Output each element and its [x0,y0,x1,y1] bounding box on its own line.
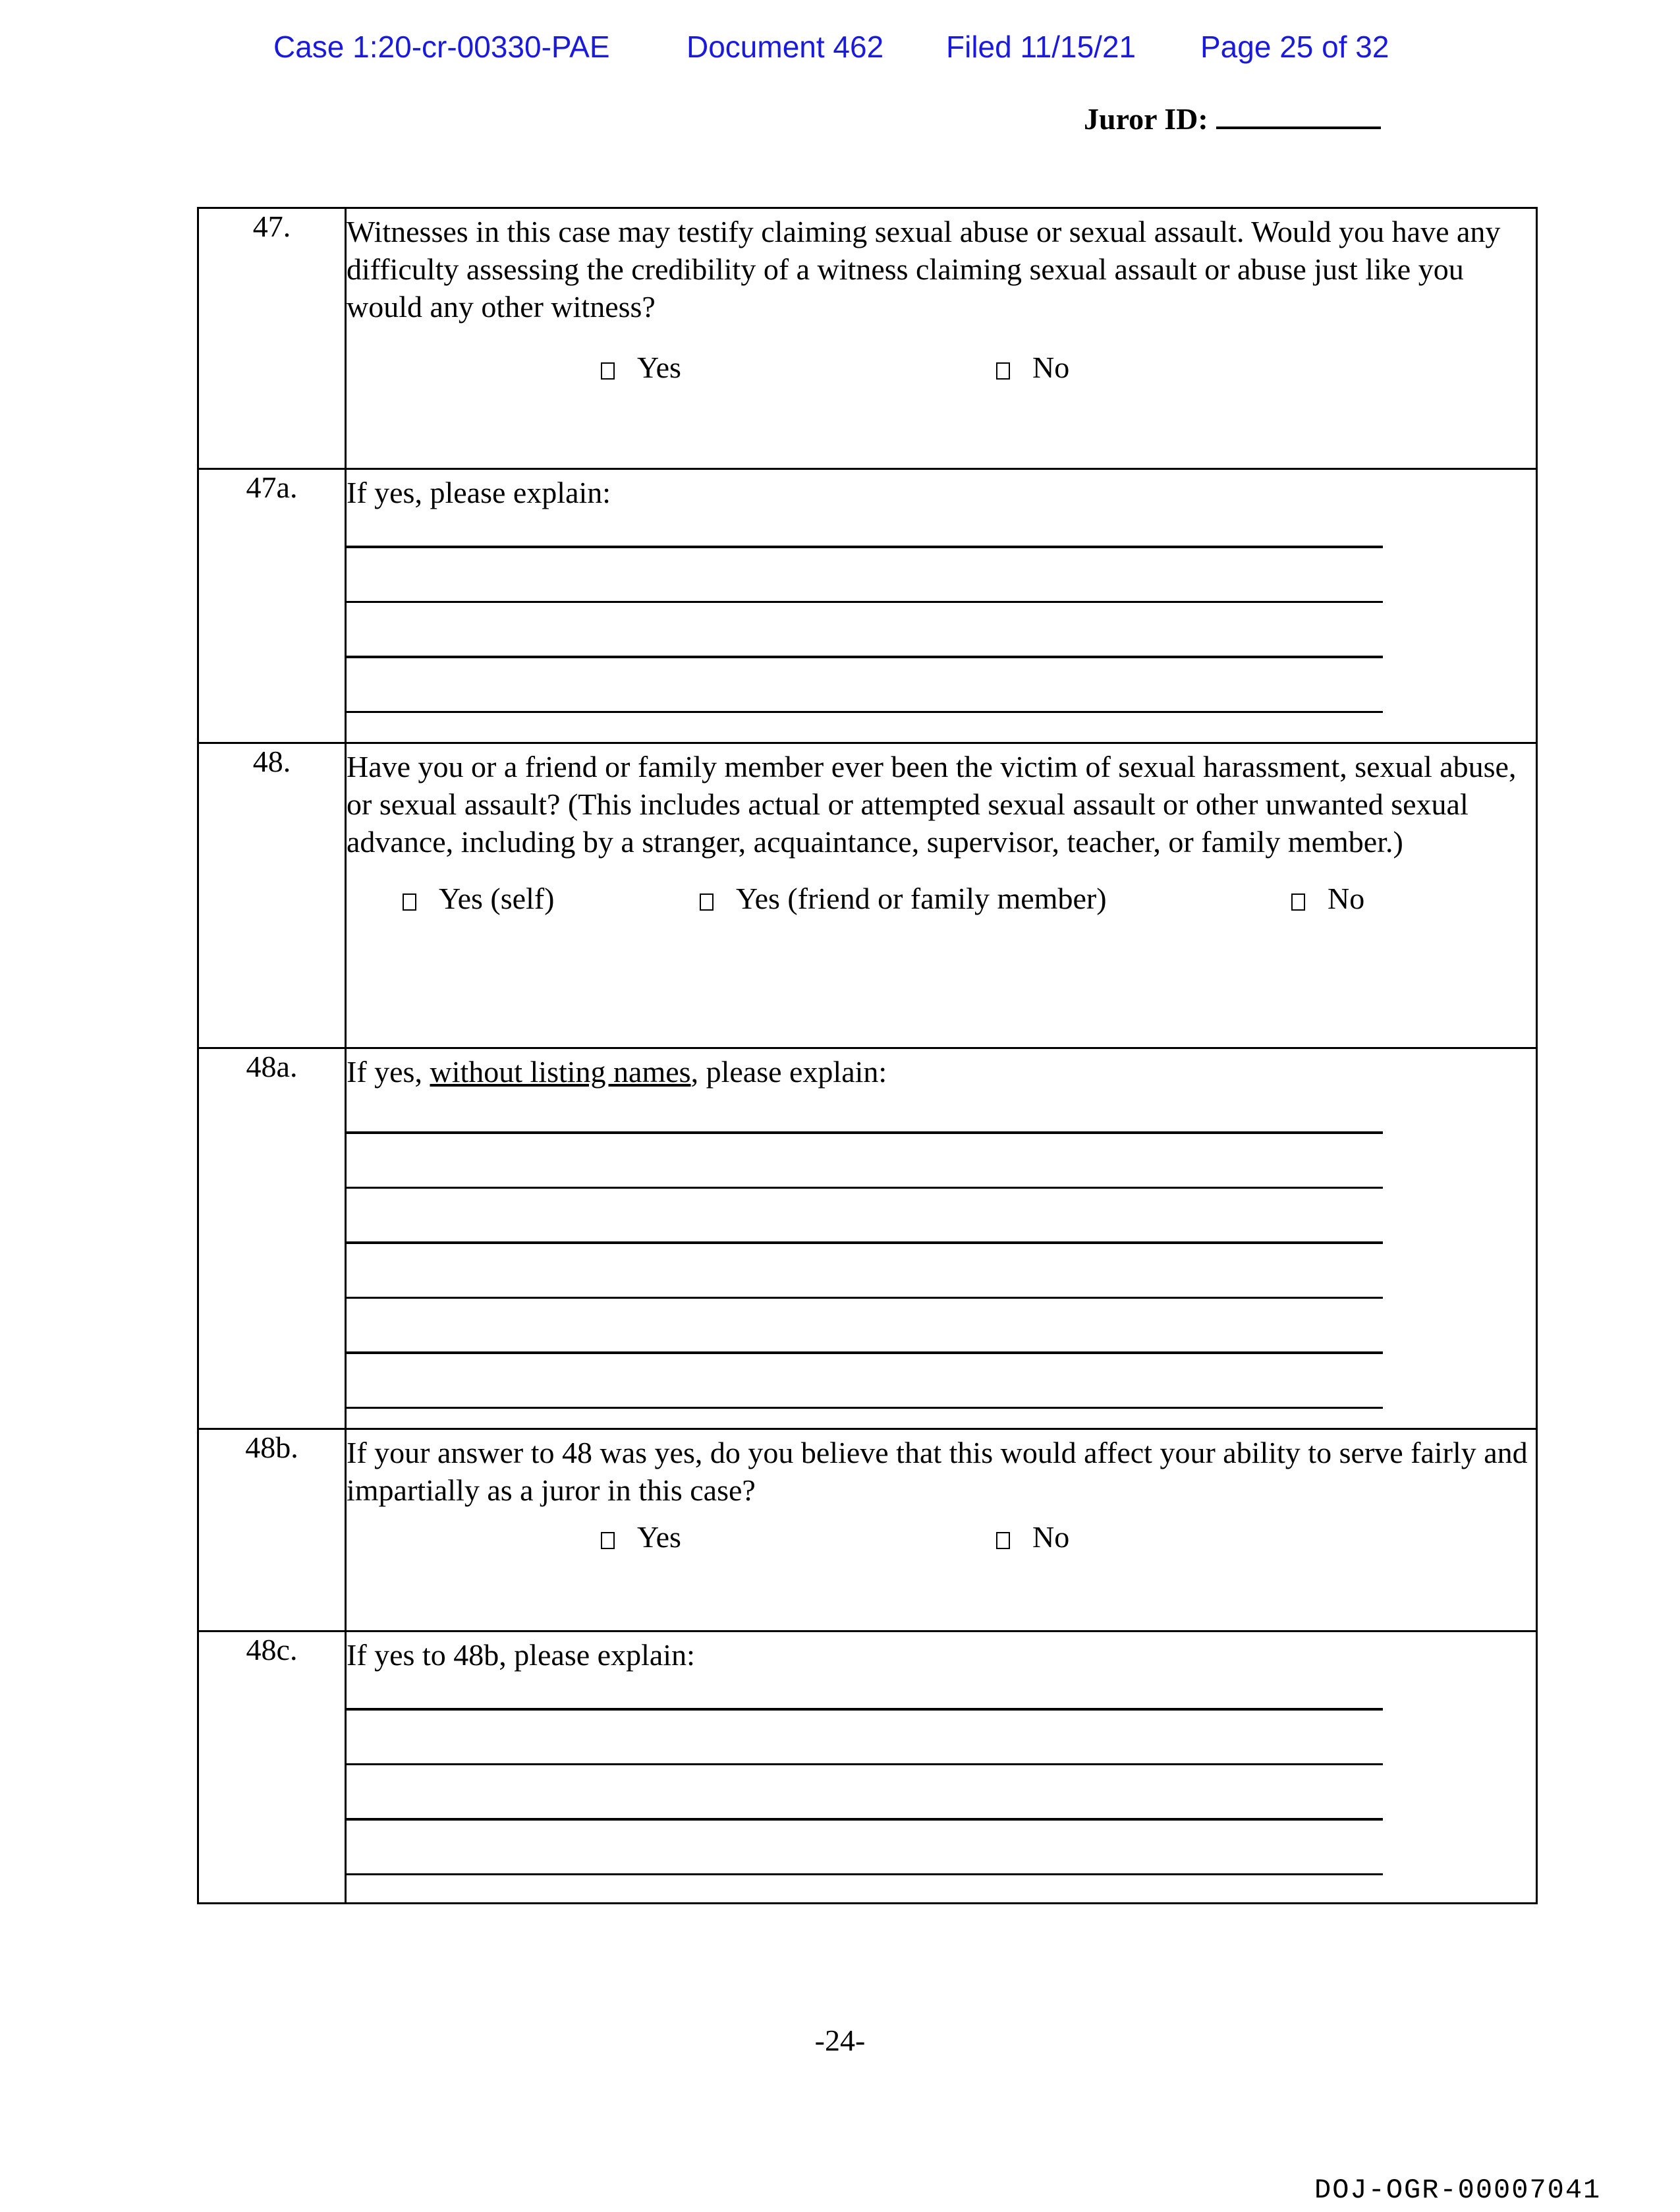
option-label: No [1032,1520,1070,1554]
case-number: Case 1:20-cr-00330-PAE [273,30,610,64]
answer-line[interactable] [347,1407,1383,1409]
answer-options [347,1518,1536,1556]
question-text: If your answer to 48 was yes, do you believe that this would affect your ability to serve fairly and impartially as a juror in this case? [347,1436,1528,1507]
document-number: Document 462 [686,30,884,64]
question-number: 48a. [198,1048,346,1429]
question-cell [346,208,1537,469]
filed-date: Filed 11/15/21 [946,30,1136,64]
question-number: 47. [198,208,346,469]
answer-line[interactable] [347,1873,1383,1875]
option-no[interactable] [996,1518,1069,1556]
juror-id-label: Juror ID: [1084,102,1208,136]
checkbox-icon[interactable] [996,1532,1010,1549]
option-label: No [1328,882,1365,915]
question-cell [346,469,1537,743]
page-of-total: Page 25 of 32 [1200,30,1389,64]
answer-options [347,880,1536,917]
option-no[interactable] [1291,880,1364,917]
question-number: 48b. [198,1429,346,1631]
question-cell [346,1048,1537,1429]
answer-line[interactable] [347,711,1383,713]
question-row-48c [198,1631,1537,1904]
question-text: Witnesses in this case may testify claiming sexual abuse or sexual assault. Would you have any difficulty assessing the credibility of a witness claiming sexual assault or abuse just like you would any other witness? [347,215,1501,324]
option-no[interactable] [996,349,1069,386]
questionnaire-table [197,207,1538,1904]
bates-number: DOJ-OGR-00007041 [1314,2174,1602,2206]
checkbox-icon[interactable] [1291,893,1305,911]
question-number: 48c. [198,1631,346,1904]
question-row-47a [198,469,1537,743]
question-row-48b [198,1429,1537,1631]
question-row-48a [198,1048,1537,1429]
checkbox-icon[interactable] [996,362,1010,380]
question-cell [346,1429,1537,1631]
question-text: Have you or a friend or family member ever been the victim of sexual harassment, sexual abuse, or sexual assault? (This includes actual or attempted sexual assault or other unwanted sexual advance, including by a stranger, acquaintance, supervisor, teacher, or family member.) [347,750,1517,859]
option-label: No [1032,351,1070,384]
question-text: If yes, without listing names, please explain: [347,1055,887,1089]
question-number: 48. [198,743,346,1048]
option-label: Yes [637,1520,681,1554]
checkbox-icon[interactable] [700,893,714,911]
option-yes[interactable] [601,349,681,386]
checkbox-icon[interactable] [403,893,416,911]
court-filing-header [0,29,1680,75]
page-number: -24- [814,2024,866,2057]
option-yes-self[interactable] [403,880,555,917]
question-row-47 [198,208,1537,469]
checkbox-icon[interactable] [601,1532,615,1549]
question-row-48 [198,743,1537,1048]
question-number: 47a. [198,469,346,743]
question-text: If yes, please explain: [347,476,611,509]
answer-options [347,349,1536,386]
checkbox-icon[interactable] [601,362,615,380]
option-label: Yes [637,351,681,384]
question-cell [346,1631,1537,1904]
emphasis-underlined: without listing names [430,1055,691,1089]
option-yes[interactable] [601,1518,681,1556]
option-label: Yes (self) [439,882,555,915]
question-text: If yes to 48b, please explain: [347,1638,695,1672]
option-label: Yes (friend or family member) [736,882,1107,915]
question-cell [346,743,1537,1048]
juror-id-field[interactable] [1216,100,1381,129]
juror-id [1084,100,1381,136]
option-yes-friend-family[interactable] [700,880,1107,917]
